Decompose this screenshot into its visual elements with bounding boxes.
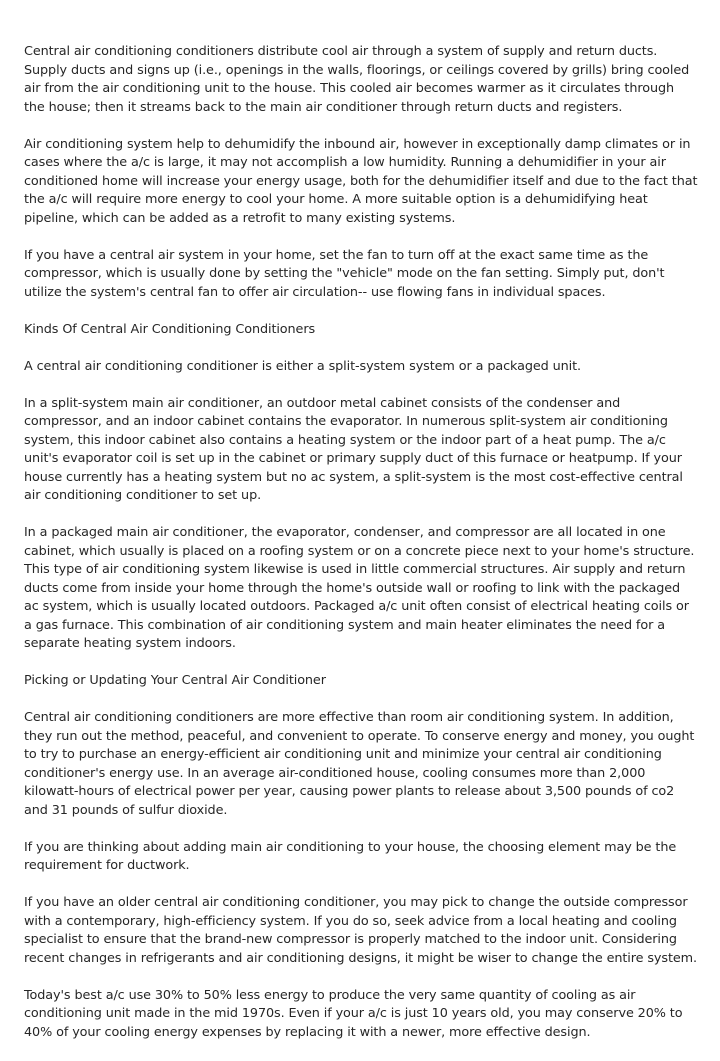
- paragraph-types-intro: A central air conditioning conditioner is either a split-system system or a packaged unit.: [24, 358, 582, 374]
- paragraph-fan-setting: If you have a central air system in your home, set the fan to turn off at the exact same time as the compressor, which is usually done by setting the "vehicle" mode on the fan setting. Simply put, don't utilize the system's central fan to offer air circulation-- use flowing fans in individual spaces.: [24, 247, 665, 300]
- paragraph-efficiency: Central air conditioning conditioners are more effective than room air conditioning system. In addition, they run out the method, peaceful, and convenient to operate. To conserve energy and money, you ought to try to purchase an energy-efficient air conditioning unit and minimize your central air conditioning conditioner's energy use. In an average air-conditioned house, cooling consumes more than 2,000 kilowatt-hours of electrical power per year, causing power plants to release about 3,500 pounds of co2 and 31 pounds of sulfur dioxide.: [24, 710, 695, 818]
- paragraph-replace-compressor: If you have an older central air conditioning conditioner, you may pick to change the outside compressor with a contemporary, high-efficiency system. If you do so, seek advice from a local heating and cooling specialist to ensure that the brand-new compressor is properly matched to the indoor unit. Considering recent changes in refrigerants and air conditioning designs, it might be wiser to change the entire system.: [24, 895, 697, 966]
- section-heading-kinds: Kinds Of Central Air Conditioning Conditioners: [24, 321, 316, 337]
- paragraph-split-system: In a split-system main air conditioner, an outdoor metal cabinet consists of the condenser and compressor, and an indoor cabinet contains the evaporator. In numerous split-system air conditioning system, this indoor cabinet also contains a heating system or the indoor part of a heat pump. The a/c unit's evaporator coil is set up in the cabinet or primary supply duct of this furnace or heatpump. If your house currently has a heating system but no ac system, a split-system is the most cost-effective central air conditioning conditioner to set up.: [24, 395, 683, 503]
- paragraph-packaged-unit: In a packaged main air conditioner, the evaporator, condenser, and compressor are all located in one cabinet, which usually is placed on a roofing system or on a concrete piece next to your home's structure. This type of air conditioning system likewise is used in little commercial structures. Air supply and return ducts come from inside your home through the home's outside wall or roofing to link with the packaged ac system, which is usually located outdoors. Packaged a/c unit often consist of electrical heating coils or a gas furnace. This combination of air conditioning system and main heater eliminates the need for a separate heating system indoors.: [24, 525, 695, 651]
- paragraph-ductwork: If you are thinking about adding main air conditioning to your house, the choosing element may be the requirement for ductwork.: [24, 839, 677, 873]
- article-body: [24, 43, 698, 1061]
- paragraph-energy-savings: Today's best a/c use 30% to 50% less energy to produce the very same quantity of cooling as air conditioning unit made in the mid 1970s. Even if your a/c is just 10 years old, you may conserve 20% to 40% of your cooling energy expenses by replacing it with a newer, more effective design.: [24, 987, 683, 1040]
- paragraph-dehumidify: Air conditioning system help to dehumidify the inbound air, however in exceptionally damp climates or in cases where the a/c is large, it may not accomplish a low humidity. Running a dehumidifier in your air conditioned home will increase your energy usage, both for the dehumidifier itself and due to the fact that the a/c will require more energy to cool your home. A more suitable option is a dehumidifying heat pipeline, which can be added as a retrofit to many existing systems.: [24, 136, 698, 226]
- section-heading-picking: Picking or Updating Your Central Air Conditioner: [24, 673, 326, 688]
- paragraph-ducts: Central air conditioning conditioners distribute cool air through a system of supply and return ducts. Supply ducts and signs up (i.e., openings in the walls, floorings, or ceilings covered by grills) bring cooled air from the air conditioning unit to the house. This cooled air becomes warmer as it circulates through the house; then it streams back to the main air conditioner through return ducts and registers.: [24, 44, 690, 115]
